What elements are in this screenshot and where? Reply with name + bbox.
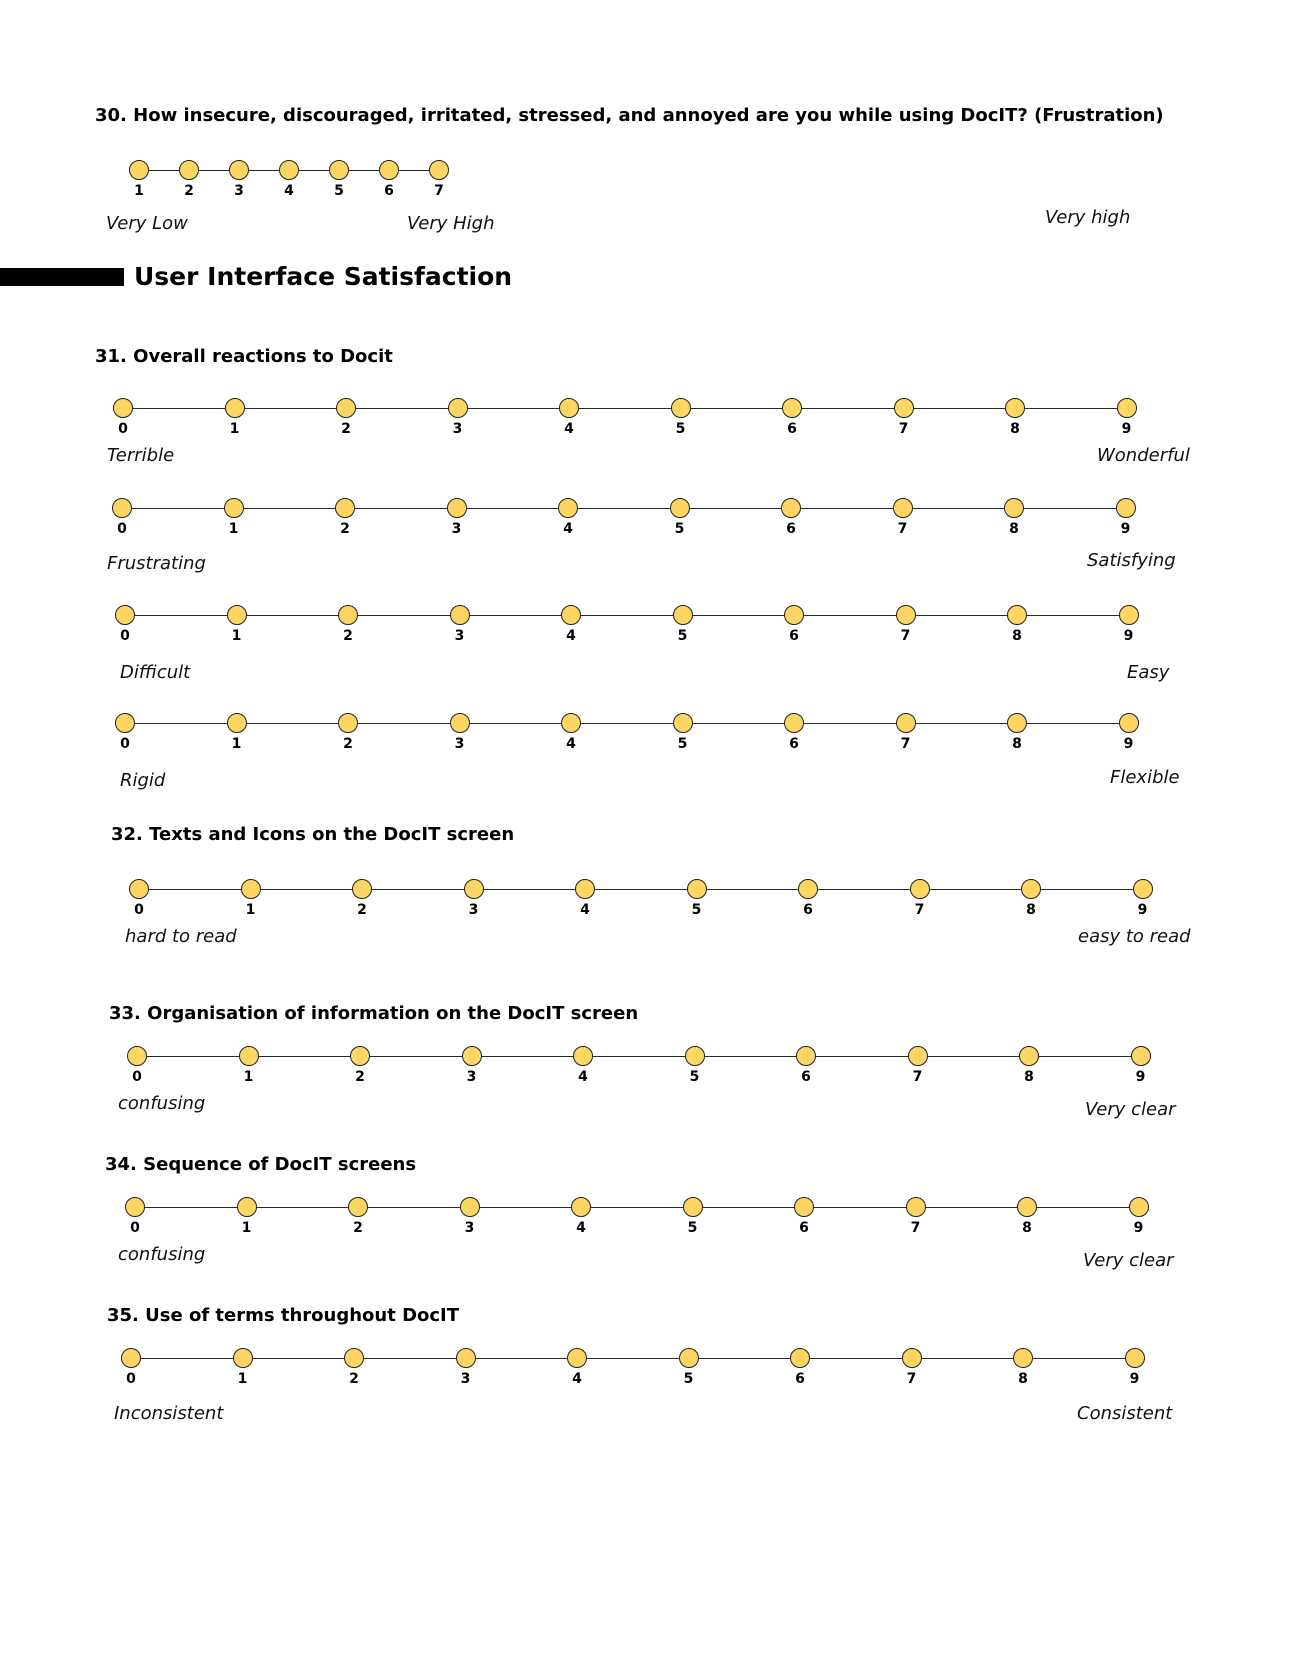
rating-number: 8 <box>1022 1220 1032 1236</box>
rating-number: 3 <box>466 1069 477 1085</box>
rating-option-9[interactable] <box>1117 398 1137 418</box>
rating-number: 4 <box>563 521 573 537</box>
rating-option-8[interactable] <box>1007 713 1027 733</box>
rating-option-7[interactable] <box>906 1197 926 1217</box>
rating-option-9[interactable] <box>1116 498 1136 518</box>
rating-option-6[interactable] <box>798 879 818 899</box>
rating-number: 1 <box>245 902 256 918</box>
q31-frustrating-label: Frustrating <box>107 553 206 574</box>
rating-option-7[interactable] <box>894 398 914 418</box>
rating-option-2[interactable] <box>336 398 356 418</box>
rating-number: 7 <box>912 1069 923 1085</box>
scale-line <box>123 408 1127 409</box>
q33-high-label: Very clear <box>1085 1099 1176 1120</box>
rating-option-5[interactable] <box>673 713 693 733</box>
rating-option-3[interactable] <box>464 879 484 899</box>
rating-option-6[interactable] <box>796 1046 816 1066</box>
rating-option-6[interactable] <box>794 1197 814 1217</box>
rating-number: 8 <box>1012 736 1022 752</box>
rating-number: 2 <box>343 628 353 644</box>
rating-scale-q31-satisfaction[interactable] <box>117 498 1131 538</box>
rating-number: 0 <box>120 628 130 644</box>
rating-number: 9 <box>1135 1069 1146 1085</box>
rating-number: 5 <box>677 628 688 644</box>
rating-number: 4 <box>576 1220 586 1236</box>
rating-option-2[interactable] <box>348 1197 368 1217</box>
rating-option-9[interactable] <box>1125 1348 1145 1368</box>
rating-number: 6 <box>789 736 799 752</box>
rating-number: 7 <box>906 1371 917 1387</box>
rating-number: 7 <box>898 421 909 437</box>
rating-number: 0 <box>118 421 128 437</box>
rating-option-7[interactable] <box>896 713 916 733</box>
q32-high-label: easy to read <box>1078 926 1191 947</box>
rating-option-3[interactable] <box>447 498 467 518</box>
rating-number: 1 <box>231 736 242 752</box>
rating-number: 3 <box>468 902 479 918</box>
q34-high-label: Very clear <box>1083 1250 1174 1271</box>
rating-option-7[interactable] <box>908 1046 928 1066</box>
rating-number: 1 <box>134 183 144 199</box>
rating-option-4[interactable] <box>561 605 581 625</box>
rating-option-0[interactable] <box>121 1348 141 1368</box>
rating-option-2[interactable] <box>335 498 355 518</box>
rating-number: 5 <box>677 736 688 752</box>
rating-option-7[interactable] <box>910 879 930 899</box>
rating-option-8[interactable] <box>1013 1348 1033 1368</box>
rating-option-5[interactable] <box>687 879 707 899</box>
rating-option-1[interactable] <box>227 713 247 733</box>
rating-number: 0 <box>134 902 144 918</box>
rating-number: 8 <box>1024 1069 1034 1085</box>
rating-option-6[interactable] <box>784 605 804 625</box>
rating-number: 9 <box>1133 1220 1144 1236</box>
rating-option-0[interactable] <box>112 498 132 518</box>
rating-number: 8 <box>1012 628 1022 644</box>
rating-option-7[interactable] <box>429 160 449 180</box>
rating-option-4[interactable] <box>558 498 578 518</box>
rating-option-3[interactable] <box>229 160 249 180</box>
rating-scale-q33[interactable] <box>132 1046 1146 1086</box>
rating-number: 9 <box>1137 902 1148 918</box>
rating-option-6[interactable] <box>784 713 804 733</box>
rating-number: 5 <box>675 421 686 437</box>
rating-option-6[interactable] <box>781 498 801 518</box>
rating-option-5[interactable] <box>671 398 691 418</box>
rating-option-4[interactable] <box>559 398 579 418</box>
rating-number: 5 <box>687 1220 698 1236</box>
scale-line <box>125 615 1129 616</box>
rating-number: 7 <box>434 183 444 199</box>
rating-option-5[interactable] <box>329 160 349 180</box>
rating-number: 3 <box>451 521 462 537</box>
question-33-title: 33. Organisation of information on the DocIT screen <box>109 1003 639 1024</box>
q33-low-label: confusing <box>118 1093 206 1114</box>
q31-rigid-label: Rigid <box>120 770 166 791</box>
rating-number: 5 <box>683 1371 694 1387</box>
rating-option-4[interactable] <box>573 1046 593 1066</box>
q30-high-label: Very High <box>407 213 495 234</box>
rating-number: 5 <box>689 1069 700 1085</box>
rating-number: 1 <box>228 521 239 537</box>
rating-option-0[interactable] <box>113 398 133 418</box>
rating-option-6[interactable] <box>790 1348 810 1368</box>
question-35-title: 35. Use of terms throughout DocIT <box>107 1305 460 1326</box>
scale-line <box>131 1358 1135 1359</box>
rating-number: 4 <box>564 421 574 437</box>
q31-satisfying-label: Satisfying <box>1087 550 1176 571</box>
rating-number: 5 <box>691 902 702 918</box>
rating-number: 3 <box>454 628 465 644</box>
q30-extra-label: Very high <box>1045 207 1131 228</box>
scale-line <box>139 889 1143 890</box>
rating-number: 5 <box>674 521 685 537</box>
rating-option-6[interactable] <box>379 160 399 180</box>
rating-number: 6 <box>799 1220 809 1236</box>
section-title: User Interface Satisfaction <box>134 262 513 291</box>
rating-number: 6 <box>795 1371 805 1387</box>
rating-option-1[interactable] <box>224 498 244 518</box>
q31-wonderful-label: Wonderful <box>1097 445 1190 466</box>
rating-number: 1 <box>241 1220 252 1236</box>
rating-number: 4 <box>284 183 294 199</box>
rating-option-5[interactable] <box>685 1046 705 1066</box>
rating-number: 2 <box>355 1069 365 1085</box>
rating-number: 7 <box>900 736 911 752</box>
rating-number: 3 <box>234 183 244 199</box>
scale-line <box>137 1056 1141 1057</box>
q31-terrible-label: Terrible <box>107 445 175 466</box>
rating-option-8[interactable] <box>1017 1197 1037 1217</box>
q32-low-label: hard to read <box>125 926 237 947</box>
rating-scale-q34[interactable] <box>130 1197 1144 1237</box>
rating-option-0[interactable] <box>129 879 149 899</box>
rating-number: 0 <box>126 1371 136 1387</box>
q34-low-label: confusing <box>118 1244 206 1265</box>
rating-number: 2 <box>341 421 351 437</box>
rating-option-9[interactable] <box>1119 713 1139 733</box>
rating-number: 9 <box>1120 521 1131 537</box>
rating-option-2[interactable] <box>352 879 372 899</box>
rating-option-1[interactable] <box>239 1046 259 1066</box>
q35-high-label: Consistent <box>1077 1403 1173 1424</box>
rating-option-8[interactable] <box>1007 605 1027 625</box>
rating-number: 1 <box>237 1371 248 1387</box>
rating-number: 9 <box>1121 421 1132 437</box>
rating-option-7[interactable] <box>893 498 913 518</box>
rating-option-1[interactable] <box>227 605 247 625</box>
rating-number: 9 <box>1123 628 1134 644</box>
rating-number: 0 <box>117 521 127 537</box>
rating-number: 9 <box>1129 1371 1140 1387</box>
rating-option-1[interactable] <box>225 398 245 418</box>
rating-option-5[interactable] <box>673 605 693 625</box>
rating-option-8[interactable] <box>1021 879 1041 899</box>
rating-option-1[interactable] <box>241 879 261 899</box>
rating-option-4[interactable] <box>575 879 595 899</box>
scale-line <box>135 1207 1139 1208</box>
rating-number: 0 <box>132 1069 142 1085</box>
question-30-title: 30. How insecure, discouraged, irritated, stressed, and annoyed are you while using DocIT? (Frustration) <box>95 105 1164 126</box>
rating-option-1[interactable] <box>129 160 149 180</box>
rating-option-8[interactable] <box>1019 1046 1039 1066</box>
section-marker <box>0 268 124 286</box>
rating-option-3[interactable] <box>462 1046 482 1066</box>
rating-option-5[interactable] <box>683 1197 703 1217</box>
rating-number: 0 <box>130 1220 140 1236</box>
rating-number: 1 <box>231 628 242 644</box>
rating-option-2[interactable] <box>338 713 358 733</box>
rating-option-9[interactable] <box>1133 879 1153 899</box>
rating-number: 6 <box>801 1069 811 1085</box>
rating-option-9[interactable] <box>1119 605 1139 625</box>
scale-line <box>122 508 1126 509</box>
rating-number: 4 <box>566 628 576 644</box>
rating-option-9[interactable] <box>1129 1197 1149 1217</box>
scale-line <box>125 723 1129 724</box>
rating-option-4[interactable] <box>567 1348 587 1368</box>
q31-flexible-label: Flexible <box>1110 767 1180 788</box>
rating-option-2[interactable] <box>338 605 358 625</box>
rating-number: 6 <box>787 421 797 437</box>
rating-scale-q32[interactable] <box>134 879 1148 919</box>
rating-number: 0 <box>120 736 130 752</box>
rating-option-3[interactable] <box>448 398 468 418</box>
q30-low-label: Very Low <box>106 213 188 234</box>
rating-option-2[interactable] <box>350 1046 370 1066</box>
rating-option-4[interactable] <box>279 160 299 180</box>
question-32-title: 32. Texts and Icons on the DocIT screen <box>111 824 515 845</box>
rating-option-3[interactable] <box>456 1348 476 1368</box>
rating-number: 8 <box>1010 421 1020 437</box>
q31-difficult-label: Difficult <box>120 662 191 683</box>
rating-number: 6 <box>803 902 813 918</box>
rating-option-1[interactable] <box>237 1197 257 1217</box>
rating-number: 2 <box>343 736 353 752</box>
rating-option-1[interactable] <box>233 1348 253 1368</box>
rating-option-5[interactable] <box>679 1348 699 1368</box>
rating-option-7[interactable] <box>896 605 916 625</box>
rating-option-3[interactable] <box>460 1197 480 1217</box>
rating-number: 3 <box>464 1220 475 1236</box>
rating-scale-q31-flexibility[interactable] <box>120 713 1134 753</box>
rating-number: 6 <box>786 521 796 537</box>
rating-option-0[interactable] <box>115 605 135 625</box>
rating-number: 2 <box>353 1220 363 1236</box>
rating-number: 8 <box>1009 521 1019 537</box>
rating-number: 7 <box>914 902 925 918</box>
rating-number: 3 <box>454 736 465 752</box>
rating-number: 4 <box>578 1069 588 1085</box>
rating-number: 2 <box>340 521 350 537</box>
rating-option-9[interactable] <box>1131 1046 1151 1066</box>
rating-option-8[interactable] <box>1005 398 1025 418</box>
rating-option-5[interactable] <box>670 498 690 518</box>
rating-option-0[interactable] <box>127 1046 147 1066</box>
rating-number: 3 <box>460 1371 471 1387</box>
rating-option-6[interactable] <box>782 398 802 418</box>
rating-option-7[interactable] <box>902 1348 922 1368</box>
rating-number: 4 <box>566 736 576 752</box>
rating-option-4[interactable] <box>561 713 581 733</box>
rating-number: 7 <box>897 521 908 537</box>
rating-number: 4 <box>572 1371 582 1387</box>
q35-low-label: Inconsistent <box>114 1403 224 1424</box>
question-34-title: 34. Sequence of DocIT screens <box>105 1154 417 1175</box>
rating-option-0[interactable] <box>125 1197 145 1217</box>
rating-option-2[interactable] <box>179 160 199 180</box>
rating-number: 9 <box>1123 736 1134 752</box>
rating-number: 8 <box>1026 902 1036 918</box>
rating-number: 8 <box>1018 1371 1028 1387</box>
rating-number: 6 <box>384 183 394 199</box>
rating-option-2[interactable] <box>344 1348 364 1368</box>
rating-number: 2 <box>357 902 367 918</box>
rating-number: 2 <box>349 1371 359 1387</box>
question-31-title: 31. Overall reactions to Docit <box>95 346 393 367</box>
rating-number: 2 <box>184 183 194 199</box>
rating-number: 1 <box>243 1069 254 1085</box>
rating-option-3[interactable] <box>450 605 470 625</box>
rating-number: 4 <box>580 902 590 918</box>
rating-scale-q35[interactable] <box>126 1348 1140 1388</box>
rating-option-4[interactable] <box>571 1197 591 1217</box>
rating-number: 5 <box>334 183 344 199</box>
rating-number: 7 <box>900 628 911 644</box>
rating-number: 3 <box>452 421 463 437</box>
rating-number: 1 <box>229 421 240 437</box>
rating-scale-q31-ease[interactable] <box>120 605 1134 645</box>
q31-easy-label: Easy <box>1127 662 1170 683</box>
rating-number: 7 <box>910 1220 921 1236</box>
rating-option-0[interactable] <box>115 713 135 733</box>
rating-option-3[interactable] <box>450 713 470 733</box>
rating-scale-q30[interactable] <box>134 160 444 200</box>
rating-number: 6 <box>789 628 799 644</box>
rating-option-8[interactable] <box>1004 498 1024 518</box>
rating-scale-q31-reaction[interactable] <box>118 398 1132 438</box>
